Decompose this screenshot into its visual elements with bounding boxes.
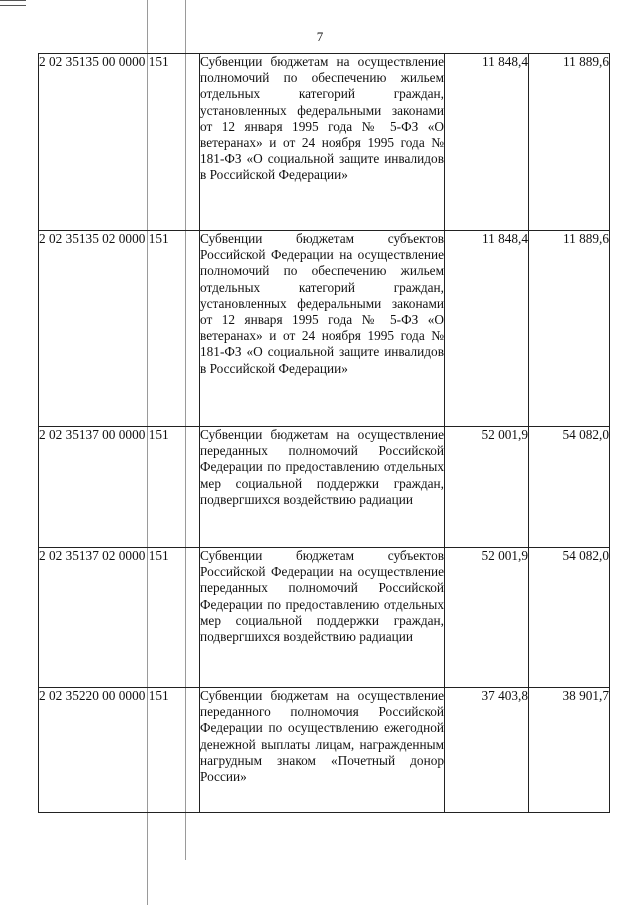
revenue-description: Субвенции бюджетам субъектов Российской Федерации на осуществление переданных полномочий Российской Федерации по предоставлению отдельных мер социальной поддержки граждан, подвергшихся воздействию радиации: [200, 548, 445, 688]
budget-classification-code: 2 02 35137 02 0000 151: [39, 548, 200, 688]
budget-classification-code: 2 02 35220 00 0000 151: [39, 688, 200, 813]
budget-classification-code: 2 02 35135 00 0000 151: [39, 54, 200, 231]
table-row: [39, 427, 610, 548]
budget-classification-code: 2 02 35137 00 0000 151: [39, 427, 200, 548]
revenue-description: Субвенции бюджетам субъектов Российской Федерации на осуществление полномочий по обеспечению жильем отдельных категорий граждан, установленных федеральными законами от 12 января 1995 года № 5-ФЗ «О ветеранах» и от 24 ноября 1995 года № 181-ФЗ «О социальной защите инвалидов в Российской Федерации»: [200, 231, 445, 427]
amount-second-year: 54 082,0: [529, 427, 610, 548]
scan-corner-mark: [0, 0, 26, 6]
revenue-description: Субвенции бюджетам на осуществление переданных полномочий Российской Федерации по предоставлению отдельных мер социальной поддержки граждан, подвергшихся воздействию радиации: [200, 427, 445, 548]
budget-classification-code: 2 02 35135 02 0000 151: [39, 231, 200, 427]
amount-first-year: 52 001,9: [445, 548, 529, 688]
revenue-description: Субвенции бюджетам на осуществление полномочий по обеспечению жильем отдельных категорий граждан, установленных федеральными законами от 12 января 1995 года № 5-ФЗ «О ветеранах» и от 24 ноября 1995 года № 181-ФЗ «О социальной защите инвалидов в Российской Федерации»: [200, 54, 445, 231]
amount-first-year: 11 848,4: [445, 54, 529, 231]
amount-first-year: 52 001,9: [445, 427, 529, 548]
revenue-description: Субвенции бюджетам на осуществление переданного полномочия Российской Федерации по осуществлению ежегодной денежной выплаты лицам, награжденным нагрудным знаком «Почетный донор России»: [200, 688, 445, 813]
page-number: 7: [316, 29, 324, 44]
table-row: [39, 54, 610, 231]
amount-first-year: 11 848,4: [445, 231, 529, 427]
budget-revenue-table: [38, 53, 610, 813]
table-row: [39, 688, 610, 813]
table-row: [39, 548, 610, 688]
amount-second-year: 11 889,6: [529, 54, 610, 231]
amount-second-year: 11 889,6: [529, 231, 610, 427]
amount-second-year: 38 901,7: [529, 688, 610, 813]
table-row: [39, 231, 610, 427]
amount-second-year: 54 082,0: [529, 548, 610, 688]
amount-first-year: 37 403,8: [445, 688, 529, 813]
